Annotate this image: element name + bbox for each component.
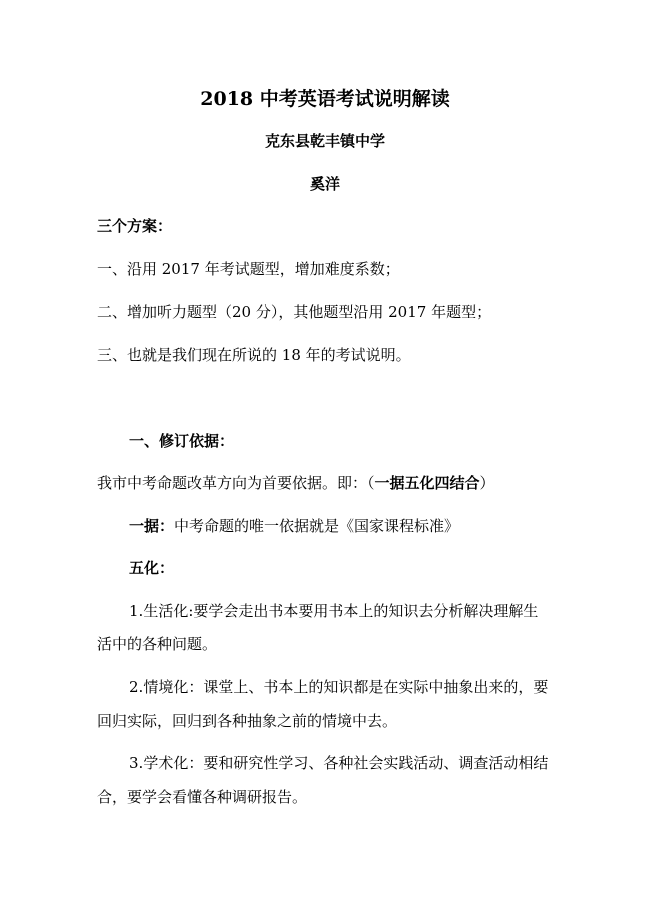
revision-intro xyxy=(97,472,495,494)
plan-item-1: 一、沿用 2017 年考试题型，增加难度系数； xyxy=(97,260,400,278)
item-2-line-2: 回归实际，回归到各种抽象之前的情境中去。 xyxy=(97,712,398,730)
school-name: 克东县乾丰镇中学 xyxy=(264,132,385,150)
item-1-number: 1. xyxy=(129,602,144,620)
item-2-line-1 xyxy=(129,676,548,698)
yiju-label: 一据： xyxy=(129,517,175,535)
item-3-line-2: 合，要学会看懂各种调研报告。 xyxy=(97,788,308,806)
document-title: 2018 中考英语考试说明解读 xyxy=(200,88,450,110)
item-2-text: 情境化：课堂上、书本上的知识都是在实际中抽象出来的，要 xyxy=(143,678,549,696)
yiju-line xyxy=(129,515,459,537)
yiju-text: 中考命题的唯一依据就是《国家课程标准》 xyxy=(174,517,460,535)
item-1-line-1 xyxy=(129,600,538,622)
item-1-text: 生活化:要学会走出书本要用书本上的知识去分析解决理解生 xyxy=(143,602,539,620)
item-2-number: 2. xyxy=(129,678,144,696)
item-1-line-2: 活中的各种问题。 xyxy=(97,635,218,653)
revision-intro-bold: 一据五化四结合 xyxy=(374,474,480,492)
section-heading-revision-basis: 一、修订依据： xyxy=(129,432,235,450)
plan-item-3: 三、也就是我们现在所说的 18 年的考试说明。 xyxy=(97,346,411,364)
revision-intro-prefix: 我市中考命题改革方向为首要依据。即：（ xyxy=(97,474,375,492)
wuhua-heading: 五化： xyxy=(129,559,175,577)
plans-heading: 三个方案： xyxy=(97,217,173,235)
revision-intro-suffix: ） xyxy=(479,474,495,492)
item-3-number: 3. xyxy=(129,754,144,772)
item-3-text: 学术化：要和研究性学习、各种社会实践活动、调查活动相结 xyxy=(143,754,549,772)
plan-item-2: 二、增加听力题型（20 分），其他题型沿用 2017 年题型； xyxy=(97,303,492,321)
author-name: 奚洋 xyxy=(309,175,340,193)
item-3-line-1 xyxy=(129,752,548,774)
